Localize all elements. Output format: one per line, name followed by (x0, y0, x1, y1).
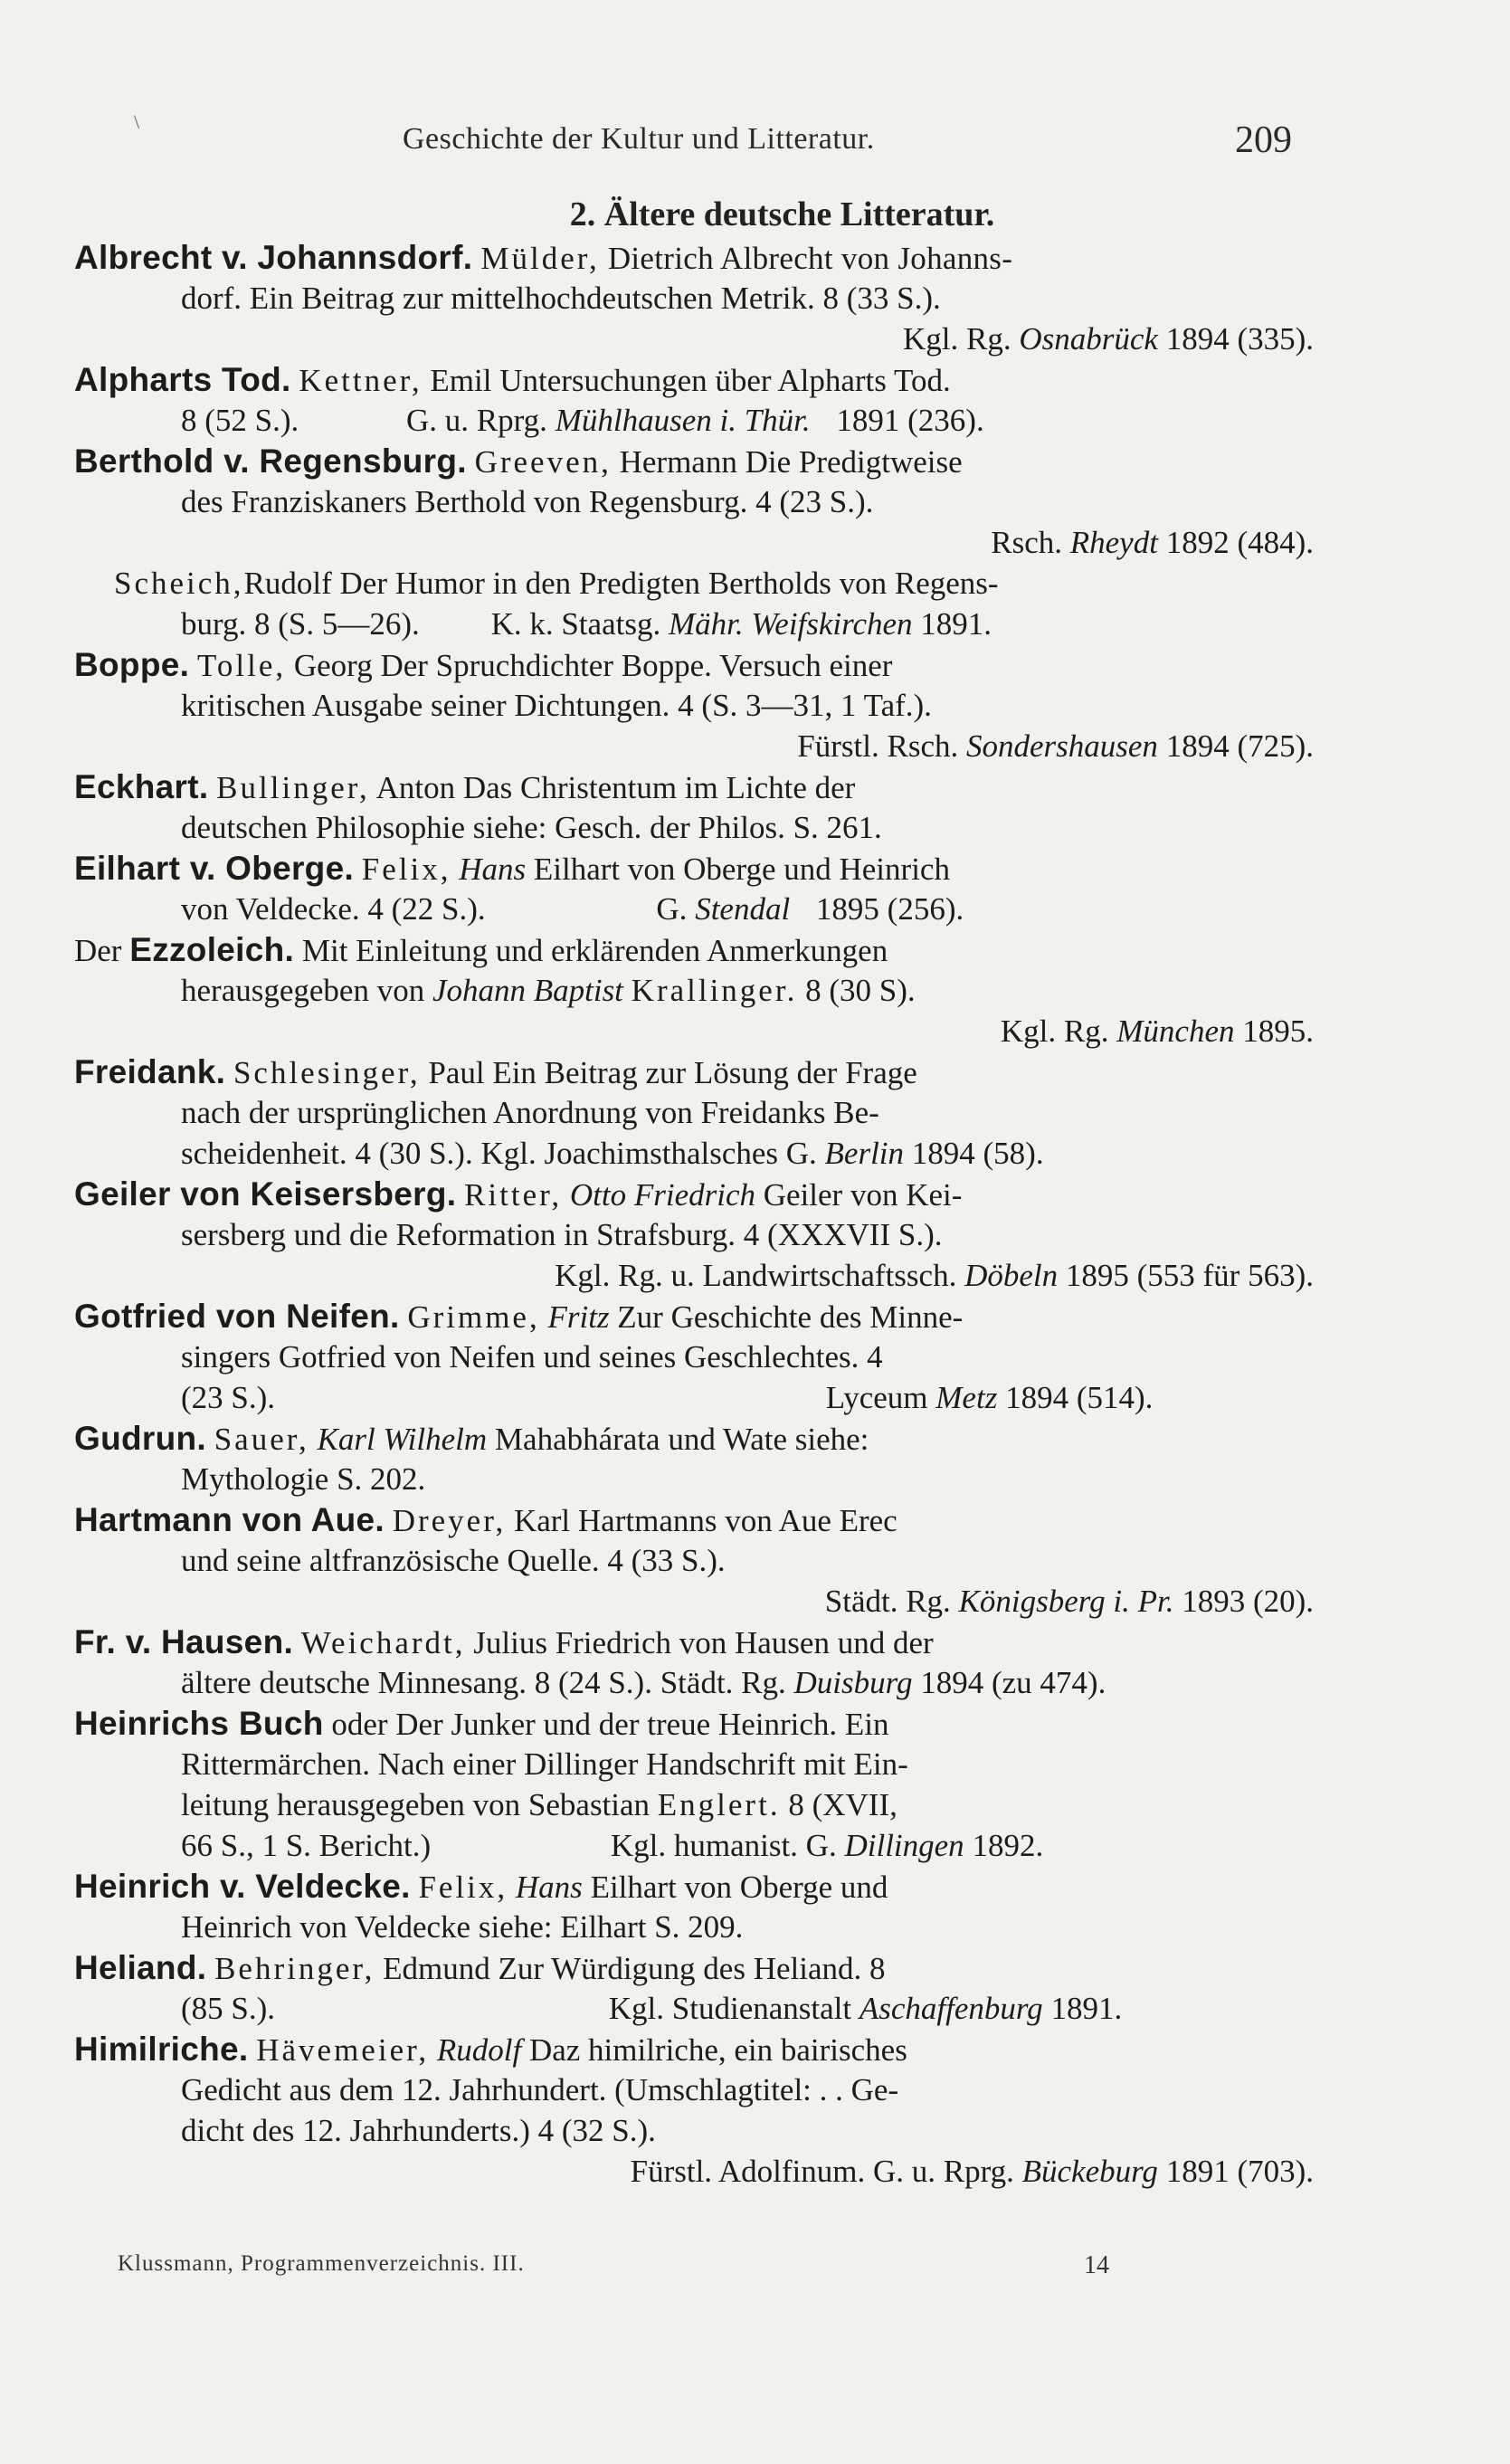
page-header (0, 119, 1510, 176)
entry-himilriche: Himilriche. Hävemeier, Rudolf Daz himilriche, ein bairisches Gedicht aus dem 12. Jahrhundert. (Umschlagtitel: . . Ge- dicht des 12. Jahrhunderts.) 4 (32 S.). Fürstl. Adolfinum. G. u. Rprg. Bückeburg 1891 (703). (74, 2031, 1314, 2189)
bibliography-list (74, 237, 1314, 2192)
entry-boppe: Boppe. Tolle, Georg Der Spruchdichter Boppe. Versuch einer kritischen Ausgabe seiner Dichtungen. 4 (S. 3—31, 1 Taf.). Fürstl. Rsch. Sondershausen 1894 (725). (74, 646, 1314, 764)
entry-name: Albrecht v. Johannsdorf. (74, 239, 473, 276)
running-title: Geschichte der Kultur und Litteratur. (403, 122, 875, 156)
entry-geiler: Geiler von Keisersberg. Ritter, Otto Friedrich Geiler von Kei- sersberg und die Reformation in Strafsburg. 4 (XXXVII S.). Kgl. Rg. u. Landwirtschaftssch. Döbeln 1895 (553 für 563). (74, 1175, 1314, 1293)
entry-alpharts: Alpharts Tod. Kettner, Emil Untersuchungen über Alpharts Tod. 8 (52 S.). G. u. Rprg. Mühlhausen i. Thür. 1891 (236). (74, 361, 984, 438)
entry-ezzoleich: Der Ezzoleich. Mit Einleitung und erklärenden Anmerkungen herausgegeben von Johann Baptist Krallinger. 8 (30 S). Kgl. Rg. München 1895. (74, 931, 1314, 1049)
entry-heinrich-veldecke: Heinrich v. Veldecke. Felix, Hans Eilhart von Oberge und Heinrich von Veldecke siehe: Eilhart S. 209. (74, 1868, 888, 1945)
margin-mark: \ (134, 110, 140, 133)
page-number: 209 (1235, 119, 1292, 161)
entry-author: Mülder, (480, 241, 600, 276)
entry-hausen: Fr. v. Hausen. Weichardt, Julius Friedrich von Hausen und der ältere deutsche Minnesang. 8 (24 S.). Städt. Rg. Duisburg 1894 (zu 474). (74, 1623, 1106, 1700)
entry-eckhart: Eckhart. Bullinger, Anton Das Christentum im Lichte der deutschen Philosophie siehe: Gesch. der Philos. S. 261. (74, 768, 882, 845)
entry-heliand: Heliand. Behringer, Edmund Zur Würdigung des Heliand. 8 (85 S.). Kgl. Studienanstalt Aschaffenburg 1891. (74, 1949, 1123, 2026)
entry-hartmann: Hartmann von Aue. Dreyer, Karl Hartmanns von Aue Erec und seine altfranzösische Quelle. 4 (33 S.). Städt. Rg. Königsberg i. Pr. 1893 (20). (74, 1501, 1314, 1619)
entry-gudrun: Gudrun. Sauer, Karl Wilhelm Mahabhárata und Wate siehe: Mythologie S. 202. (74, 1420, 869, 1497)
entry-berthold: Berthold v. Regensburg. Greeven, Hermann Die Predigtweise des Franziskaners Berthold von Regensburg. 4 (23 S.). Rsch. Rheydt 1892 (484). Scheich,Rudolf Der Humor in den Predigten Bertholds von Regens- burg. 8 (S. 5—26). K. k. Staatsg. Mähr. Weifskirchen 1891. (74, 442, 1314, 642)
section-heading: 2. Ältere deutsche Litteratur. (569, 195, 995, 233)
entry-eilhart: Eilhart v. Oberge. Felix, Hans Eilhart von Oberge und Heinrich von Veldecke. 4 (22 S.). G. Stendal 1895 (256). (74, 850, 964, 927)
page-footer (118, 2251, 1167, 2288)
entry-albrecht: Albrecht v. Johannsdorf. Mülder, Dietrich Albrecht von Johanns- dorf. Ein Beitrag zur mittelhochdeutschen Metrik. 8 (33 S.). Kgl. Rg. Osnabrück 1894 (335). (74, 239, 1314, 357)
entry-gotfried: Gotfried von Neifen. Grimme, Fritz Zur Geschichte des Minne- singers Gotfried von Neifen und seines Geschlechtes. 4 (23 S.). Lyceum Metz 1894 (514). (74, 1298, 1154, 1415)
footer-publication: Klussmann, Programmenverzeichnis. III. (118, 2251, 525, 2276)
entry-freidank: Freidank. Schlesinger, Paul Ein Beitrag zur Lösung der Frage nach der ursprünglichen Anordnung von Freidanks Be- scheidenheit. 4 (30 S.). Kgl. Joachimsthalsches G. Berlin 1894 (58). (74, 1053, 1044, 1171)
entry-heinrichs-buch: Heinrichs Buch oder Der Junker und der treue Heinrich. Ein Rittermärchen. Nach einer Dillinger Handschrift mit Ein- leitung herausgegeben von Sebastian Englert. 8 (XVII, 66 S., 1 S. Bericht.) Kgl. humanist. G. Dillingen 1892. (74, 1705, 1044, 1863)
signature-mark: 14 (1084, 2251, 1109, 2279)
